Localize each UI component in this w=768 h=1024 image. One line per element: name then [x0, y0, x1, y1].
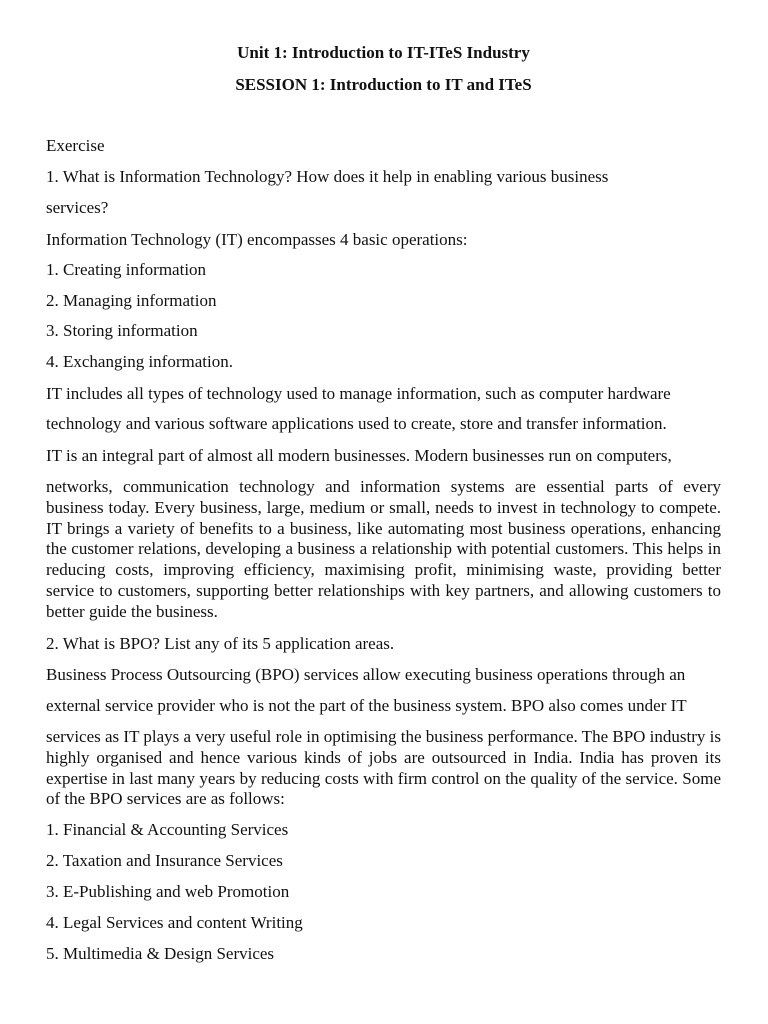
it-operation-item: 1. Creating information: [46, 260, 207, 279]
it-integral-paragraph: networks, communication technology and information systems are essential parts of every business today. Every business, large, medium or small, needs to invest in technology to compete. IT brings a variety of benefits to a business, like automating most business operations, enhancing the customer relations, developing a business a relationship with potential customers. This helps in reducing costs, improving efficiency, maximising profit, minimising waste, providing better service to customers, supporting better relationships with key partners, and allowing customers to better guide the business.: [46, 477, 721, 621]
it-operation-item: 3. Storing information: [46, 321, 198, 340]
bpo-service-item: 4. Legal Services and content Writing: [46, 913, 303, 932]
bpo-line-2: external service provider who is not the part of the business system. BPO also comes under IT: [46, 696, 687, 715]
unit-title: Unit 1: Introduction to IT-ITeS Industry: [237, 43, 530, 62]
bpo-paragraph: services as IT plays a very useful role in optimising the business performance. The BPO industry is highly organised and hence various kinds of jobs are outsourced in India. India has proven its expertise in last many years by reducing costs with firm control on the quality of the service. Some of the BPO services are as follows:: [46, 727, 721, 809]
it-operation-item: 2. Managing information: [46, 291, 217, 310]
bpo-line-1: Business Process Outsourcing (BPO) services allow executing business operations through an: [46, 665, 686, 684]
bpo-service-item: 2. Taxation and Insurance Services: [46, 851, 283, 870]
it-intro: Information Technology (IT) encompasses 4 basic operations:: [46, 230, 468, 249]
it-integral-line-1: IT is an integral part of almost all modern businesses. Modern businesses run on computers,: [46, 446, 672, 465]
session-title: SESSION 1: Introduction to IT and ITeS: [235, 75, 532, 94]
question-1-line-2: services?: [46, 198, 109, 217]
exercise-label: Exercise: [46, 136, 105, 155]
bpo-service-item: 3. E-Publishing and web Promotion: [46, 882, 290, 901]
bpo-service-item: 1. Financial & Accounting Services: [46, 820, 289, 839]
it-types-line-1: IT includes all types of technology used to manage information, such as computer hardware: [46, 384, 671, 403]
it-operation-item: 4. Exchanging information.: [46, 352, 233, 371]
question-1-line-1: 1. What is Information Technology? How does it help in enabling various business: [46, 167, 609, 186]
it-types-line-2: technology and various software applications used to create, store and transfer information.: [46, 414, 667, 433]
question-2: 2. What is BPO? List any of its 5 application areas.: [46, 634, 395, 653]
bpo-service-item: 5. Multimedia & Design Services: [46, 944, 275, 963]
